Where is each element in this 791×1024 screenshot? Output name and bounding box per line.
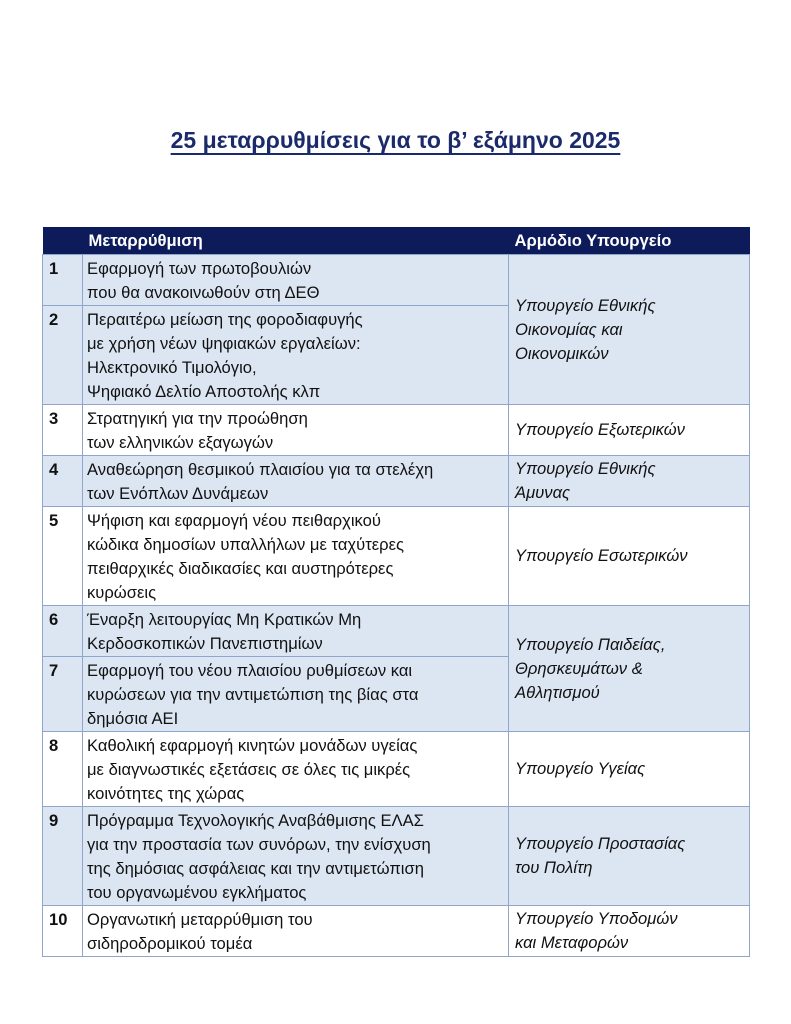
table-row <box>43 906 750 957</box>
reform-line: με διαγνωστικές εξετάσεις σε όλες τις μικρές <box>87 760 411 779</box>
table-row <box>43 606 750 657</box>
ministry-cell <box>509 606 750 732</box>
row-number: 10 <box>43 906 83 957</box>
ministry-line: του Πολίτη <box>515 858 593 877</box>
table-row <box>43 456 750 507</box>
reform-line: με χρήση νέων ψηφιακών εργαλείων: <box>87 334 361 353</box>
row-number: 2 <box>43 306 83 405</box>
reform-line: των Ενόπλων Δυνάμεων <box>87 484 269 503</box>
page-title <box>0 127 791 154</box>
reform-line: Πρόγραμμα Τεχνολογικής Αναβάθμισης ΕΛΑΣ <box>87 811 424 830</box>
reform-line: για την προστασία των συνόρων, την ενίσχυση <box>87 835 431 854</box>
ministry-cell <box>509 807 750 906</box>
row-number: 4 <box>43 456 83 507</box>
reform-description <box>83 657 509 732</box>
row-number: 6 <box>43 606 83 657</box>
table-header-row <box>43 227 750 255</box>
reform-description <box>83 507 509 606</box>
ministry-line: Υπουργείο Προστασίας <box>515 834 686 853</box>
header-reform: Μεταρρύθμιση <box>83 227 509 255</box>
reform-line: Εφαρμογή του νέου πλαισίου ρυθμίσεων και <box>87 661 413 680</box>
reform-line: πειθαρχικές διαδικασίες και αυστηρότερες <box>87 559 394 578</box>
reform-line: κώδικα δημοσίων υπαλλήλων με ταχύτερες <box>87 535 404 554</box>
ministry-line: Υπουργείο Εσωτερικών <box>515 546 688 565</box>
reform-line: σιδηροδρομικού τομέα <box>87 934 253 953</box>
reform-line: Περαιτέρω μείωση της φοροδιαφυγής <box>87 310 363 329</box>
ministry-line: Άμυνας <box>515 483 571 502</box>
reform-description <box>83 732 509 807</box>
ministry-cell <box>509 906 750 957</box>
reform-line: κοινότητες της χώρας <box>87 784 245 803</box>
table-row <box>43 732 750 807</box>
ministry-line: Υπουργείο Εξωτερικών <box>515 420 685 439</box>
reform-description <box>83 606 509 657</box>
reform-line: δημόσια ΑΕΙ <box>87 709 179 728</box>
ministry-line: Υπουργείο Υγείας <box>515 759 646 778</box>
ministry-cell <box>509 732 750 807</box>
row-number: 3 <box>43 405 83 456</box>
reform-line: που θα ανακοινωθούν στη ΔΕΘ <box>87 283 320 302</box>
reform-line: κυρώσεις <box>87 583 157 602</box>
table-row <box>43 405 750 456</box>
reform-line: Ηλεκτρονικό Τιμολόγιο, <box>87 358 257 377</box>
reform-description <box>83 807 509 906</box>
table-row <box>43 507 750 606</box>
reform-line: κυρώσεων για την αντιμετώπιση της βίας στα <box>87 685 419 704</box>
header-ministry: Αρμόδιο Υπουργείο <box>509 227 750 255</box>
ministry-cell <box>509 405 750 456</box>
ministry-line: Υπουργείο Υποδομών <box>515 909 678 928</box>
table-row <box>43 255 750 306</box>
reform-line: Έναρξη λειτουργίας Μη Κρατικών Μη <box>87 610 362 629</box>
reform-line: Οργανωτική μεταρρύθμιση του <box>87 910 313 929</box>
reforms-table <box>42 227 750 957</box>
reform-line: του οργανωμένου εγκλήματος <box>87 883 307 902</box>
ministry-line: Θρησκευμάτων & <box>515 658 643 678</box>
reform-line: των ελληνικών εξαγωγών <box>87 433 274 452</box>
table-row <box>43 807 750 906</box>
reform-line: της δημόσιας ασφάλειας και την αντιμετώπιση <box>87 859 424 878</box>
reform-description <box>83 255 509 306</box>
ministry-line: Υπουργείο Εθνικής <box>515 459 656 478</box>
row-number: 7 <box>43 657 83 732</box>
reform-line: Ψήφιση και εφαρμογή νέου πειθαρχικού <box>87 511 381 530</box>
ministry-line: Υπουργείο Εθνικής <box>515 295 656 315</box>
reform-line: Αναθεώρηση θεσμικού πλαισίου για τα στελέχη <box>87 460 434 479</box>
ministry-line: Αθλητισμού <box>515 682 600 702</box>
row-number: 5 <box>43 507 83 606</box>
reform-line: Ψηφιακό Δελτίο Αποστολής κλπ <box>87 382 321 401</box>
title-text: 25 μεταρρυθμίσεις για το β’ εξάμηνο 2025 <box>170 127 621 153</box>
row-number: 1 <box>43 255 83 306</box>
ministry-line: Οικονομίας και <box>515 319 623 339</box>
reform-line: Καθολική εφαρμογή κινητών μονάδων υγείας <box>87 736 418 755</box>
header-num <box>43 227 83 255</box>
row-number: 9 <box>43 807 83 906</box>
ministry-cell <box>509 507 750 606</box>
ministry-cell <box>509 456 750 507</box>
ministry-line: Οικονομικών <box>515 343 609 363</box>
row-number: 8 <box>43 732 83 807</box>
reform-description <box>83 306 509 405</box>
reform-description <box>83 456 509 507</box>
reform-line: Κερδοσκοπικών Πανεπιστημίων <box>87 634 323 653</box>
ministry-cell <box>509 255 750 405</box>
reform-line: Στρατηγική για την προώθηση <box>87 409 308 428</box>
ministry-line: Υπουργείο Παιδείας, <box>515 634 666 654</box>
reform-line: Εφαρμογή των πρωτοβουλιών <box>87 259 312 278</box>
reform-description <box>83 906 509 957</box>
reform-description <box>83 405 509 456</box>
ministry-line: και Μεταφορών <box>515 933 629 952</box>
